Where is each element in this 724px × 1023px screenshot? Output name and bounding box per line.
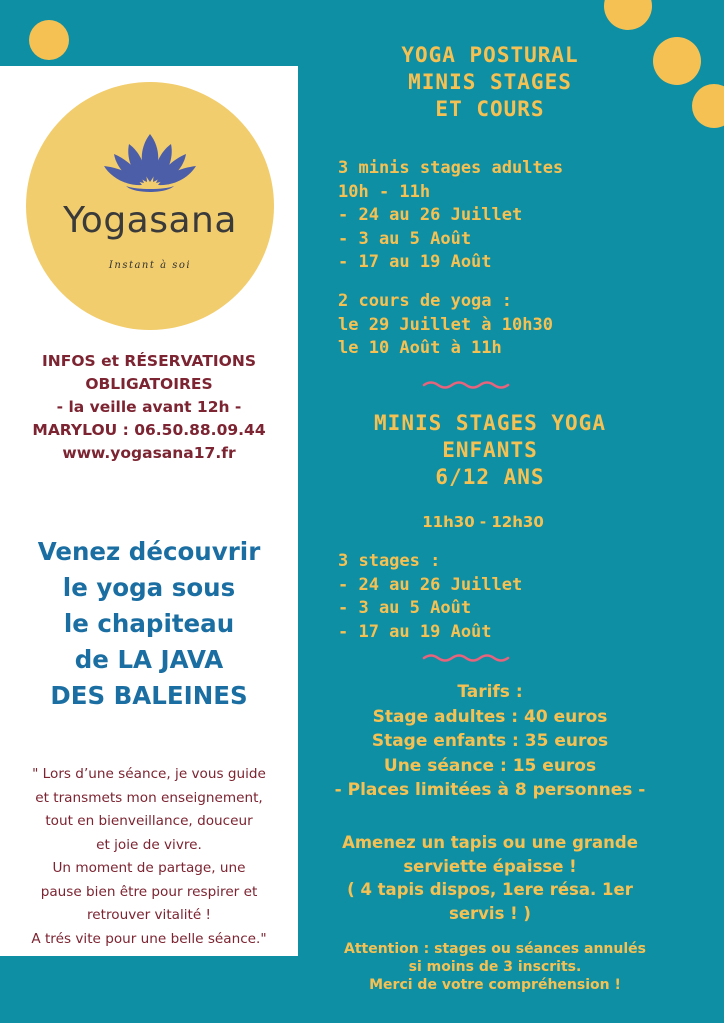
yoga-classes	[338, 290, 553, 361]
notice-line: si moins de 3 inscrits.	[408, 959, 582, 975]
quote-line: tout en bienveillance, douceur	[45, 813, 253, 829]
brand-tagline: Instant à soi	[108, 260, 192, 271]
note-line: servis ! )	[449, 903, 531, 923]
reservation-info	[0, 350, 298, 465]
note-line: ( 4 tapis dispos, 1ere résa. 1er	[347, 880, 633, 899]
quote-line: pause bien être pour respirer et	[40, 883, 258, 900]
title-line: ET COURS	[435, 97, 545, 121]
invite-line: DES BALEINES	[50, 681, 248, 710]
bring-mat-note	[300, 831, 680, 925]
title-line: MINIS STAGES YOGA	[374, 411, 606, 435]
invite-line: le chapiteau	[63, 609, 235, 638]
schedule-line: - 17 au 19 Août	[338, 621, 492, 642]
phone-number: MARYLOU : 06.50.88.09.44	[32, 421, 266, 439]
schedule-line: 3 minis stages adultes	[338, 158, 564, 178]
website: www.yogasana17.fr	[62, 444, 236, 462]
note-line: Amenez un tapis ou une grande	[342, 833, 638, 852]
decor-dot	[692, 84, 724, 128]
quote-line: A trés vite pour une belle séance."	[31, 930, 267, 947]
schedule-line: - 17 au 19 Août	[338, 252, 492, 272]
decor-dot	[604, 0, 652, 30]
section2-title	[300, 410, 680, 491]
cancellation-notice	[300, 940, 690, 994]
kids-time: 11h30 - 12h30	[422, 513, 544, 531]
notice-line: Attention : stages ou séances annulés	[344, 941, 646, 957]
decor-dot	[29, 20, 69, 60]
schedule-line: le 29 Juillet à 10h30	[338, 314, 553, 335]
info-line: OBLIGATOIRES	[85, 375, 213, 393]
title-line: YOGA POSTURAL	[401, 43, 579, 67]
adult-stages	[338, 157, 563, 275]
title-line: 6/12 ANS	[435, 465, 545, 489]
brand-name: Yogasana	[63, 200, 237, 241]
wave-divider	[422, 380, 512, 390]
quote-line: retrouver vitalité !	[86, 907, 212, 923]
title-line: MINIS STAGES	[408, 70, 572, 94]
pricing	[300, 680, 680, 803]
price-line: Stage adultes : 40 euros	[372, 706, 608, 727]
logo	[26, 82, 274, 330]
schedule-line: le 10 Août à 11h	[338, 338, 502, 358]
quote-line: et transmets mon enseignement,	[35, 789, 263, 806]
notice-line: Merci de votre compréhension !	[369, 977, 621, 993]
invitation-text	[0, 534, 298, 714]
price-line: - Places limitées à 8 personnes -	[334, 780, 646, 800]
invite-line: le yoga sous	[62, 573, 236, 602]
schedule-line: - 3 au 5 Août	[338, 228, 472, 249]
price-line: Tarifs :	[457, 682, 523, 702]
schedule-line: - 3 au 5 Août	[338, 598, 472, 618]
note-line: serviette épaisse !	[403, 856, 577, 876]
schedule-line: 10h - 11h	[338, 181, 431, 202]
invite-line: Venez découvrir	[37, 537, 261, 566]
price-line: Stage enfants : 35 euros	[371, 731, 609, 751]
quote-line: " Lors d’une séance, je vous guide	[32, 766, 266, 782]
section1-title	[300, 42, 680, 123]
kids-stages	[338, 550, 522, 644]
schedule-line: - 24 au 26 Juillet	[338, 574, 523, 595]
info-line: - la veille avant 12h -	[56, 398, 242, 416]
schedule-line: - 24 au 26 Juillet	[338, 205, 523, 225]
invite-line: de LA JAVA	[74, 645, 224, 674]
title-line: ENFANTS	[442, 438, 538, 462]
price-line: Une séance : 15 euros	[383, 755, 597, 776]
quote-line: et joie de vivre.	[96, 836, 202, 853]
wave-divider	[422, 653, 512, 663]
quote	[0, 763, 298, 951]
info-line: INFOS et RÉSERVATIONS	[42, 352, 256, 370]
schedule-line: 2 cours de yoga :	[338, 291, 512, 311]
schedule-line: 3 stages :	[338, 551, 441, 571]
quote-line: Un moment de partage, une	[52, 860, 246, 876]
